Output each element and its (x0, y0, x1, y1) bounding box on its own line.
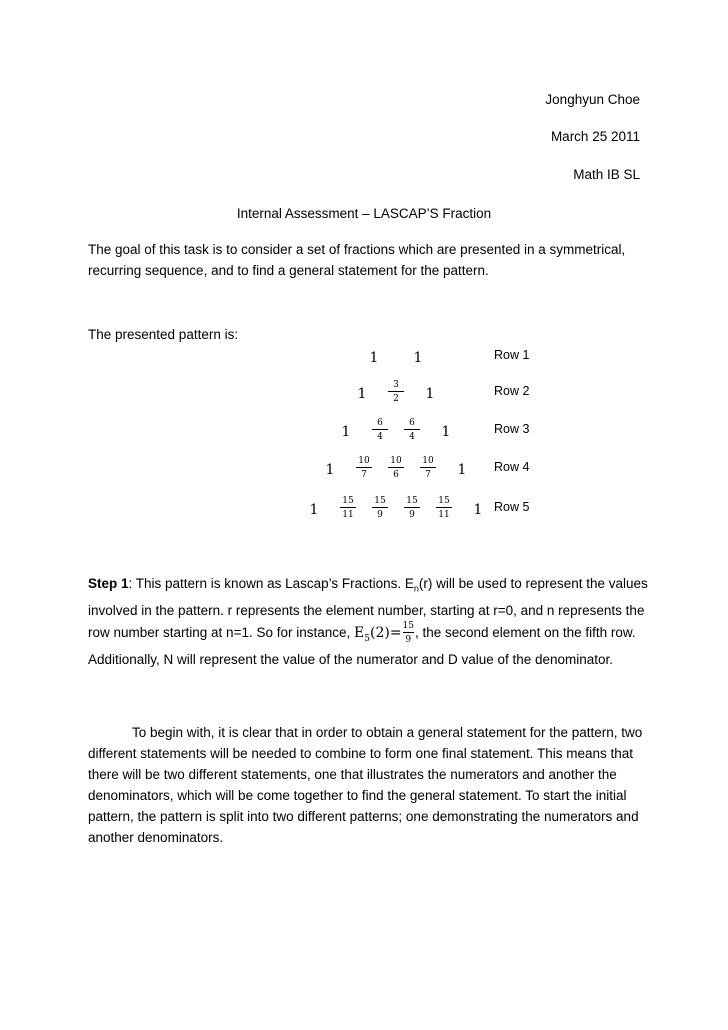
row-label: Row 4 (494, 460, 530, 474)
body-paragraph-2 (88, 722, 648, 848)
formula-fraction (403, 621, 414, 645)
intro-text: The goal of this task is to consider a set of fractions which are presented in a symmetrical, recurring sequence, and to find a general statement for the pattern. (88, 242, 626, 278)
triangle-fraction: 3 2 (385, 380, 407, 404)
row-label: Row 3 (494, 422, 530, 436)
formula-subscript: 5 (364, 633, 370, 644)
triangle-one: 1 (473, 502, 483, 518)
triangle-fraction: 10 6 (385, 456, 407, 480)
formula-numerator: 15 (402, 620, 414, 631)
body-paragraph-2-text: To begin with, it is clear that in order to obtain a general statement for the pattern, two different statements will be needed to combine to form one final statement. This means that there will be two different statements, one that illustrates the numerators and another the denominators, which will be come together to find the general statement. To start the initial pattern, the pattern is split into two different patterns; one demonstrating the numerators and another denominators. (88, 725, 643, 845)
formula-arg: (2)= (369, 624, 402, 641)
row-label: Row 2 (494, 384, 530, 398)
triangle-one: 1 (425, 386, 435, 402)
step1-text-1: : This pattern is known as Lascap’s Fractions. E (128, 576, 414, 591)
step1-text-3: , the second element on the fifth row. Additionally, N will represent the value of the numerator and D value of the denominator. (88, 624, 636, 668)
pattern-label (88, 324, 648, 345)
intro-paragraph (88, 239, 648, 281)
row-label: Row 5 (494, 500, 530, 514)
pattern-label-text: The presented pattern is: (88, 327, 239, 342)
document-title: Internal Assessment – LASCAP’S Fraction (236, 206, 492, 221)
formula-denominator: 9 (405, 634, 412, 645)
example-formula (354, 620, 415, 645)
triangle-fraction: 10 7 (353, 456, 375, 480)
triangle-one: 1 (369, 350, 379, 366)
triangle-one: 1 (441, 424, 451, 440)
triangle-fraction: 15 9 (401, 496, 423, 520)
row-label: Row 1 (494, 348, 530, 362)
triangle-fraction: 15 11 (337, 496, 359, 520)
triangle-fraction: 6 4 (369, 418, 391, 442)
triangle-one: 1 (457, 462, 467, 478)
step1-label: Step 1 (88, 576, 129, 591)
formula-e: E (354, 624, 365, 641)
triangle-one: 1 (341, 424, 351, 440)
step1-paragraph (88, 573, 648, 670)
step1-text-2: (r) will be used to represent the values involved in the pattern. r represents the element number, starting at r=0, and n represents the row number starting at n=1. So for instance, (88, 576, 648, 640)
author-name: Jonghyun Choe (545, 92, 640, 107)
triangle-fraction: 15 11 (433, 496, 455, 520)
triangle-one: 1 (357, 386, 367, 402)
step1-subscript-n: n (413, 583, 419, 594)
triangle-fraction: 6 4 (401, 418, 423, 442)
course: Math IB SL (573, 167, 640, 182)
triangle-fraction: 15 9 (369, 496, 391, 520)
triangle-one: 1 (413, 350, 423, 366)
date: March 25 2011 (550, 129, 640, 144)
triangle-one: 1 (325, 462, 335, 478)
triangle-one: 1 (309, 502, 319, 518)
triangle-fraction: 10 7 (417, 456, 439, 480)
